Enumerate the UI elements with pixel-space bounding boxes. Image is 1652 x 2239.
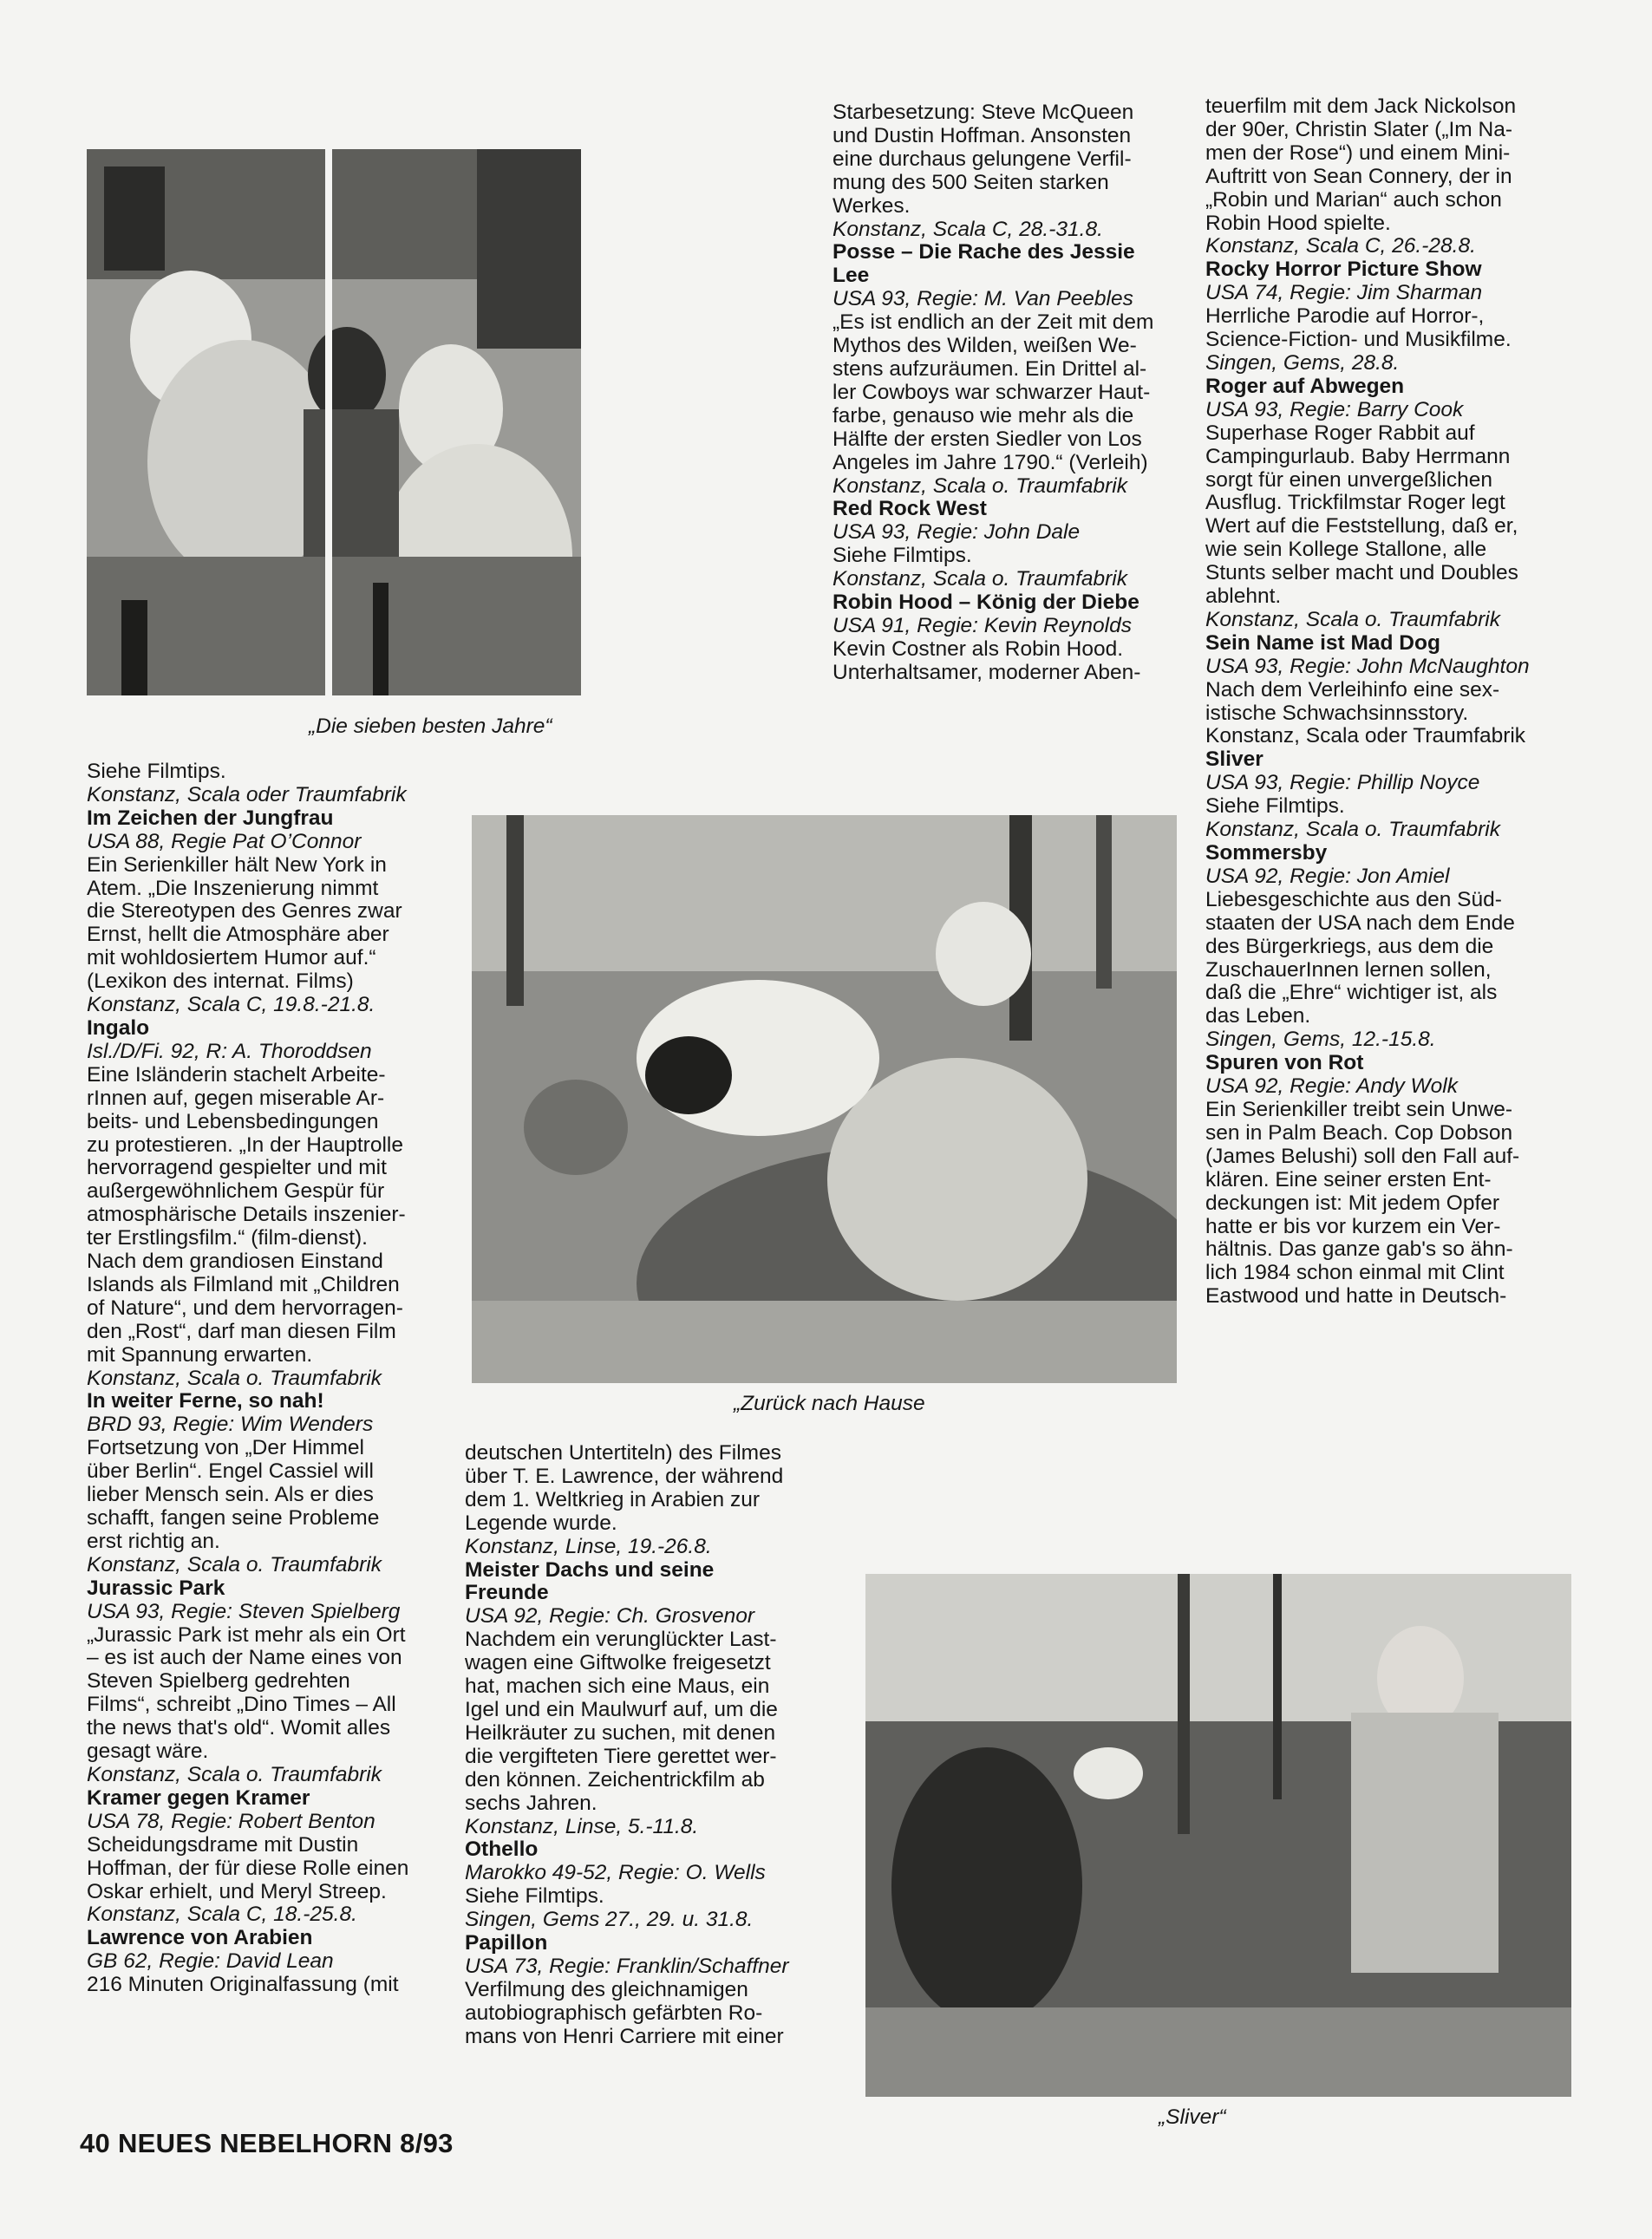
text-line: rInnen auf, gegen miserable Ar- xyxy=(87,1086,385,1110)
text-line: Fortsetzung von „Der Himmel xyxy=(87,1436,364,1460)
text-line: mung des 500 Seiten starken xyxy=(833,170,1109,194)
text-line: Atem. „Die Inszenierung nimmt xyxy=(87,876,379,900)
text-line: Starbesetzung: Steve McQueen xyxy=(833,101,1134,124)
text-line: Nach dem grandiosen Einstand xyxy=(87,1250,383,1274)
film-title: In weiter Ferne, so nah! xyxy=(87,1389,324,1413)
film-title: Kramer gegen Kramer xyxy=(87,1785,310,1810)
text-line: sen in Palm Beach. Cop Dobson xyxy=(1205,1120,1513,1145)
text-line: Siehe Filmtips. xyxy=(833,544,972,568)
text-line: Herrliche Parodie auf Horror-, xyxy=(1205,304,1485,329)
text-line: Stunts selber macht und Doubles xyxy=(1205,561,1518,585)
text-line: Eastwood und hatte in Deutsch- xyxy=(1205,1284,1507,1309)
text-line: ter Erstlingsfilm.“ (film-dienst). xyxy=(87,1226,368,1250)
text-line: Campingurlaub. Baby Herrmann xyxy=(1205,444,1511,468)
text-line: Mythos des Wilden, weißen We- xyxy=(833,334,1137,358)
text-line: hatte er bis vor kurzem ein Ver- xyxy=(1205,1214,1501,1238)
film-meta: Konstanz, Scala C, 19.8.-21.8. xyxy=(87,993,375,1017)
text-line: Angeles im Jahre 1790.“ (Verleih) xyxy=(833,450,1148,474)
film-title: Robin Hood – König der Diebe xyxy=(833,591,1139,615)
film-title: Othello xyxy=(465,1838,539,1862)
text-line: Kevin Costner als Robin Hood. xyxy=(833,636,1124,661)
text-line: lich 1984 schon einmal mit Clint xyxy=(1205,1261,1505,1285)
text-line: the news that's old“. Womit alles xyxy=(87,1716,391,1740)
text-line: des Bürgerkriegs, aus dem die xyxy=(1205,934,1494,958)
film-meta: GB 62, Regie: David Lean xyxy=(87,1949,334,1974)
film-meta: Konstanz, Scala oder Traumfabrik xyxy=(87,782,407,806)
caption-photo3: „Sliver“ xyxy=(1159,2105,1226,2129)
film-meta: USA 91, Regie: Kevin Reynolds xyxy=(833,613,1132,637)
text-line: den können. Zeichentrickfilm ab xyxy=(465,1767,765,1792)
text-line: Siehe Filmtips. xyxy=(87,760,226,783)
text-line: wagen eine Giftwolke freigesetzt xyxy=(465,1651,771,1675)
film-meta: Konstanz, Scala C, 28.-31.8. xyxy=(833,217,1103,241)
text-line: Nach dem Verleihinfo eine sex- xyxy=(1205,677,1500,702)
film-title: Posse – Die Rache des Jessie xyxy=(833,240,1135,264)
text-line: teuerfilm mit dem Jack Nickolson xyxy=(1205,95,1517,118)
text-line: Unterhaltsamer, moderner Aben- xyxy=(833,660,1141,684)
text-line: Legende wurde. xyxy=(465,1511,617,1535)
film-meta: USA 93, Regie: Steven Spielberg xyxy=(87,1599,401,1623)
text-line: ablehnt. xyxy=(1205,584,1282,609)
text-line: Nachdem ein verunglückter Last- xyxy=(465,1628,777,1652)
film-meta: USA 78, Regie: Robert Benton xyxy=(87,1809,375,1833)
text-line: (James Belushi) soll den Fall auf- xyxy=(1205,1144,1520,1168)
text-line: Siehe Filmtips. xyxy=(465,1884,604,1909)
text-line: hat, machen sich eine Maus, ein xyxy=(465,1674,770,1699)
text-line: Robin Hood spielte. xyxy=(1205,211,1391,235)
photo-sliver xyxy=(865,1574,1571,2097)
text-line: Wert auf die Feststellung, daß er, xyxy=(1205,514,1518,539)
film-meta: Konstanz, Scala o. Traumfabrik xyxy=(833,473,1127,498)
text-line: lieber Mensch sein. Als er dies xyxy=(87,1483,374,1507)
film-title: Jurassic Park xyxy=(87,1576,225,1600)
text-line: schafft, fangen seine Probleme xyxy=(87,1506,380,1530)
film-title: Meister Dachs und seine xyxy=(465,1557,715,1582)
text-line: Hoffman, der für diese Rolle einen xyxy=(87,1856,409,1880)
page-footer: 40 NEUES NEBELHORN 8/93 xyxy=(80,2128,454,2158)
film-title: Rocky Horror Picture Show xyxy=(1205,258,1482,282)
film-title: Spuren von Rot xyxy=(1205,1051,1364,1075)
text-line: „Robin und Marian“ auch schon xyxy=(1205,187,1502,212)
text-line: zu protestieren. „In der Hauptrolle xyxy=(87,1133,403,1157)
film-title: Im Zeichen der Jungfrau xyxy=(87,806,334,830)
text-line: Superhase Roger Rabbit auf xyxy=(1205,421,1475,445)
column-left xyxy=(87,760,435,1997)
film-title: Lee xyxy=(833,264,870,288)
text-line: Islands als Filmland mit „Children xyxy=(87,1272,400,1296)
text-line: Ernst, hellt die Atmosphäre aber xyxy=(87,923,389,947)
film-meta: Singen, Gems 27., 29. u. 31.8. xyxy=(465,1908,754,1932)
text-line: außergewöhnlichem Gespür für xyxy=(87,1179,385,1204)
text-line: Scheidungsdrame mit Dustin xyxy=(87,1832,359,1857)
text-line: Films“, schreibt „Dino Times – All xyxy=(87,1693,396,1717)
film-meta: Konstanz, Scala o. Traumfabrik xyxy=(833,567,1127,591)
text-line: sechs Jahren. xyxy=(465,1791,597,1815)
film-meta: Singen, Gems, 12.-15.8. xyxy=(1205,1028,1436,1052)
text-line: Oskar erhielt, und Meryl Streep. xyxy=(87,1879,387,1903)
text-line: daß die „Ehre“ wichtiger ist, als xyxy=(1205,981,1498,1005)
film-meta: Konstanz, Scala o. Traumfabrik xyxy=(87,1552,382,1576)
text-line: und Dustin Hoffman. Ansonsten xyxy=(833,123,1132,147)
text-line: Hälfte der ersten Siedler von Los xyxy=(833,427,1142,451)
film-meta: Singen, Gems, 28.8. xyxy=(1205,350,1400,375)
text-line: wie sein Kollege Stallone, alle xyxy=(1205,538,1487,562)
text-line: beits- und Lebensbedingungen xyxy=(87,1109,379,1133)
text-line: stens aufzuräumen. Ein Drittel al- xyxy=(833,356,1147,381)
photo-die-sieben-besten-jahre xyxy=(87,149,581,695)
text-line: mit Spannung erwarten. xyxy=(87,1342,313,1367)
text-line: of Nature“, und dem hervorragen- xyxy=(87,1296,403,1320)
text-line: das Leben. xyxy=(1205,1004,1311,1028)
text-line: Ausflug. Trickfilmstar Roger legt xyxy=(1205,491,1505,515)
film-title: Sommersby xyxy=(1205,841,1328,865)
text-line: men der Rose“) und einem Mini- xyxy=(1205,140,1511,165)
text-line: über T. E. Lawrence, der während xyxy=(465,1464,784,1488)
film-meta: USA 88, Regie Pat O’Connor xyxy=(87,829,362,853)
film-meta: Isl./D/Fi. 92, R: A. Thoroddsen xyxy=(87,1039,372,1063)
text-line: staaten der USA nach dem Ende xyxy=(1205,911,1515,935)
text-line: ZuschauerInnen lernen sollen, xyxy=(1205,957,1492,982)
text-line: klären. Eine seiner ersten Ent- xyxy=(1205,1167,1492,1191)
text-line: atmosphärische Details inszenier- xyxy=(87,1203,406,1227)
text-line: deckungen ist: Mit jedem Opfer xyxy=(1205,1191,1500,1215)
column-far-right xyxy=(1205,95,1552,1309)
film-title: Freunde xyxy=(465,1581,549,1605)
text-line: ler Cowboys war schwarzer Haut- xyxy=(833,380,1151,404)
text-line: „Jurassic Park ist mehr als ein Ort xyxy=(87,1622,406,1647)
text-line: Werkes. xyxy=(833,193,911,218)
text-line: – es ist auch der Name eines von xyxy=(87,1646,402,1670)
film-meta: USA 93, Regie: Phillip Noyce xyxy=(1205,771,1480,795)
film-meta: USA 93, Regie: Barry Cook xyxy=(1205,397,1464,421)
film-meta: Konstanz, Linse, 19.-26.8. xyxy=(465,1534,712,1558)
text-line: der 90er, Christin Slater („Im Na- xyxy=(1205,117,1512,141)
film-meta: USA 93, Regie: M. Van Peebles xyxy=(833,287,1133,311)
film-title: Red Rock West xyxy=(833,497,987,521)
film-title: Roger auf Abwegen xyxy=(1205,374,1405,398)
film-meta: Konstanz, Linse, 5.-11.8. xyxy=(465,1814,699,1838)
column-middle xyxy=(465,1442,817,2049)
text-line: Auftritt von Sean Connery, der in xyxy=(1205,164,1512,188)
text-line: 216 Minuten Originalfassung (mit xyxy=(87,1973,399,1997)
text-line: Konstanz, Scala oder Traumfabrik xyxy=(1205,724,1526,748)
film-meta: BRD 93, Regie: Wim Wenders xyxy=(87,1413,374,1437)
text-line: Science-Fiction- und Musikfilme. xyxy=(1205,328,1512,352)
text-line: istische Schwachsinnsstory. xyxy=(1205,701,1469,725)
text-line: Verfilmung des gleichnamigen xyxy=(465,1977,748,2001)
film-meta: Konstanz, Scala C, 18.-25.8. xyxy=(87,1903,357,1927)
text-line: autobiographisch gefärbten Ro- xyxy=(465,2001,763,2025)
text-line: Igel und ein Maulwurf auf, um die xyxy=(465,1697,778,1721)
film-meta: USA 92, Regie: Ch. Grosvenor xyxy=(465,1604,755,1629)
text-line: mit wohldosiertem Humor auf.“ xyxy=(87,946,376,970)
text-line: die Stereotypen des Genres zwar xyxy=(87,899,402,924)
text-line: „Es ist endlich an der Zeit mit dem xyxy=(833,310,1154,335)
text-line: den „Rost“, darf man diesen Film xyxy=(87,1319,396,1343)
film-meta: USA 92, Regie: Jon Amiel xyxy=(1205,864,1450,888)
photo-zurueck-nach-hause xyxy=(472,815,1177,1383)
text-line: Siehe Filmtips. xyxy=(1205,794,1345,819)
text-line: dem 1. Weltkrieg in Arabien zur xyxy=(465,1487,760,1511)
film-meta: USA 92, Regie: Andy Wolk xyxy=(1205,1074,1458,1099)
text-line: sorgt für einen unvergeßlichen xyxy=(1205,467,1492,492)
text-line: (Lexikon des internat. Films) xyxy=(87,969,354,994)
film-meta: USA 93, Regie: John McNaughton xyxy=(1205,654,1530,678)
column-right-upper xyxy=(833,101,1176,685)
film-title: Sein Name ist Mad Dog xyxy=(1205,630,1440,655)
text-line: Liebesgeschichte aus den Süd- xyxy=(1205,887,1502,911)
text-line: Ein Serienkiller hält New York in xyxy=(87,852,387,877)
text-line: die vergifteten Tiere gerettet wer- xyxy=(465,1744,777,1768)
text-line: eine durchaus gelungene Verfil- xyxy=(833,147,1132,171)
film-title: Lawrence von Arabien xyxy=(87,1926,313,1950)
text-line: deutschen Untertiteln) des Filmes xyxy=(465,1441,781,1465)
text-line: farbe, genauso wie mehr als die xyxy=(833,403,1134,428)
text-line: Heilkräuter zu suchen, mit denen xyxy=(465,1720,776,1745)
film-title: Papillon xyxy=(465,1931,548,1955)
text-line: hältnis. Das ganze gab's so ähn- xyxy=(1205,1237,1513,1262)
film-meta: USA 74, Regie: Jim Sharman xyxy=(1205,281,1483,305)
film-meta: Konstanz, Scala C, 26.-28.8. xyxy=(1205,234,1476,258)
text-line: mans von Henri Carriere mit einer xyxy=(465,2024,784,2048)
text-line: Ein Serienkiller treibt sein Unwe- xyxy=(1205,1097,1513,1121)
film-meta: Konstanz, Scala o. Traumfabrik xyxy=(87,1762,382,1786)
film-title: Sliver xyxy=(1205,747,1263,772)
film-meta: Konstanz, Scala o. Traumfabrik xyxy=(87,1366,382,1390)
text-line: hervorragend gespielter und mit xyxy=(87,1156,387,1180)
caption-photo1: „Die sieben besten Jahre“ xyxy=(309,715,552,738)
caption-photo2: „Zurück nach Hause xyxy=(734,1392,925,1415)
film-meta: USA 93, Regie: John Dale xyxy=(833,520,1081,545)
text-line: Eine Isländerin stachelt Arbeite- xyxy=(87,1062,386,1087)
text-line: gesagt wäre. xyxy=(87,1740,209,1764)
film-meta: Konstanz, Scala o. Traumfabrik xyxy=(1205,818,1500,842)
film-title: Ingalo xyxy=(87,1015,150,1040)
film-meta: USA 73, Regie: Franklin/Schaffner xyxy=(465,1954,789,1978)
film-meta: Marokko 49-52, Regie: O. Wells xyxy=(465,1861,766,1885)
text-line: über Berlin“. Engel Cassiel will xyxy=(87,1459,374,1484)
text-line: Steven Spielberg gedrehten xyxy=(87,1669,350,1694)
text-line: erst richtig an. xyxy=(87,1529,220,1553)
film-meta: Konstanz, Scala o. Traumfabrik xyxy=(1205,607,1500,631)
